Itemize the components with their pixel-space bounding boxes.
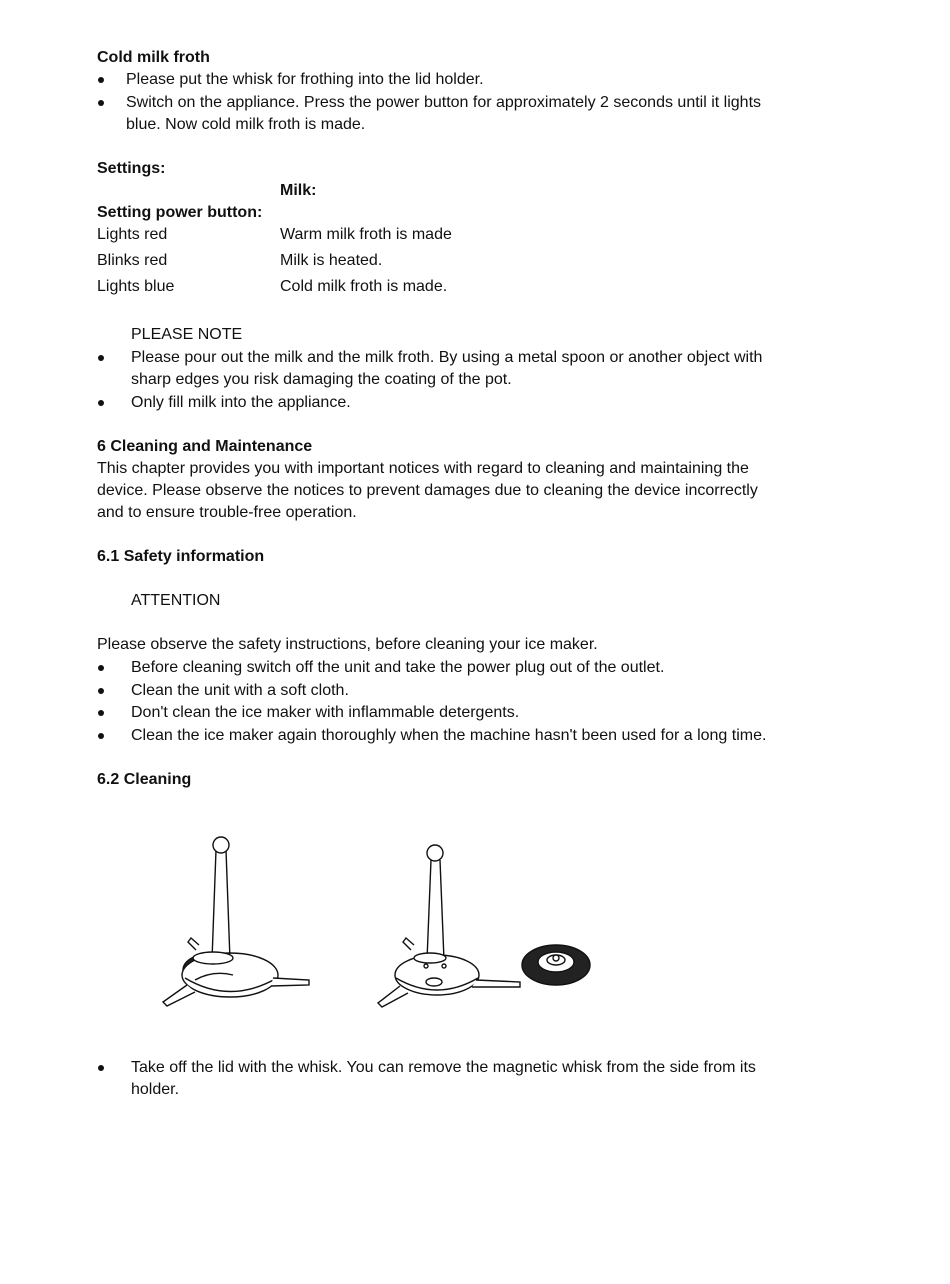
list-item: Switch on the appliance. Press the power button for approximately 2 seconds until it lights [126, 94, 762, 111]
paragraph-line: This chapter provides you with important notices with regard to cleaning and maintaining the [97, 460, 749, 477]
settings-col-milk: Milk: [280, 182, 317, 199]
list-item: Clean the unit with a soft cloth. [131, 682, 349, 699]
whisk-holder-illustration [372, 840, 527, 1015]
list-item-continuation: sharp edges you risk damaging the coating of the pot. [131, 371, 512, 388]
list-item-continuation: blue. Now cold milk froth is made. [126, 116, 366, 133]
whisk-holder-with-whisk-illustration [155, 830, 320, 1015]
list-item: Don't clean the ice maker with inflammable detergents. [131, 704, 520, 721]
paragraph-line: Please observe the safety instructions, before cleaning your ice maker. [97, 636, 598, 653]
section-heading-safety: 6.1 Safety information [97, 548, 265, 565]
paragraph-line: and to ensure trouble-free operation. [97, 504, 357, 521]
bullet-dot [98, 733, 104, 739]
list-item: Take off the lid with the whisk. You can remove the magnetic whisk from the side from its [131, 1059, 756, 1076]
magnetic-whisk-illustration [518, 940, 598, 990]
bullet-dot [98, 710, 104, 716]
list-item: Please put the whisk for frothing into the lid holder. [126, 71, 484, 88]
list-item: Before cleaning switch off the unit and take the power plug out of the outlet. [131, 659, 665, 676]
attention-label: ATTENTION [131, 592, 221, 609]
settings-row-setting: Lights blue [97, 278, 175, 295]
settings-row-milk: Milk is heated. [280, 252, 383, 269]
settings-row-setting: Blinks red [97, 252, 168, 269]
settings-row-setting: Lights red [97, 226, 168, 243]
bullet-dot [98, 688, 104, 694]
section-heading-cold-milk-froth: Cold milk froth [97, 49, 210, 66]
settings-col-setting: Setting power button: [97, 204, 263, 221]
list-item: Clean the ice maker again thoroughly when the machine hasn't been used for a long time. [131, 727, 767, 744]
list-item-continuation: holder. [131, 1081, 180, 1098]
settings-heading: Settings: [97, 160, 166, 177]
bullet-dot [98, 400, 104, 406]
bullet-dot [98, 1065, 104, 1071]
section-heading-cleaning-maintenance: 6 Cleaning and Maintenance [97, 438, 313, 455]
bullet-dot [98, 665, 104, 671]
list-item: Please pour out the milk and the milk froth. By using a metal spoon or another object with [131, 349, 763, 366]
paragraph-line: device. Please observe the notices to prevent damages due to cleaning the device incorrectly [97, 482, 758, 499]
settings-row-milk: Cold milk froth is made. [280, 278, 448, 295]
bullet-dot [98, 355, 104, 361]
section-heading-cleaning: 6.2 Cleaning [97, 771, 192, 788]
list-item: Only fill milk into the appliance. [131, 394, 351, 411]
bullet-dot [98, 77, 104, 83]
note-label: PLEASE NOTE [131, 326, 243, 343]
settings-row-milk: Warm milk froth is made [280, 226, 452, 243]
bullet-dot [98, 100, 104, 106]
